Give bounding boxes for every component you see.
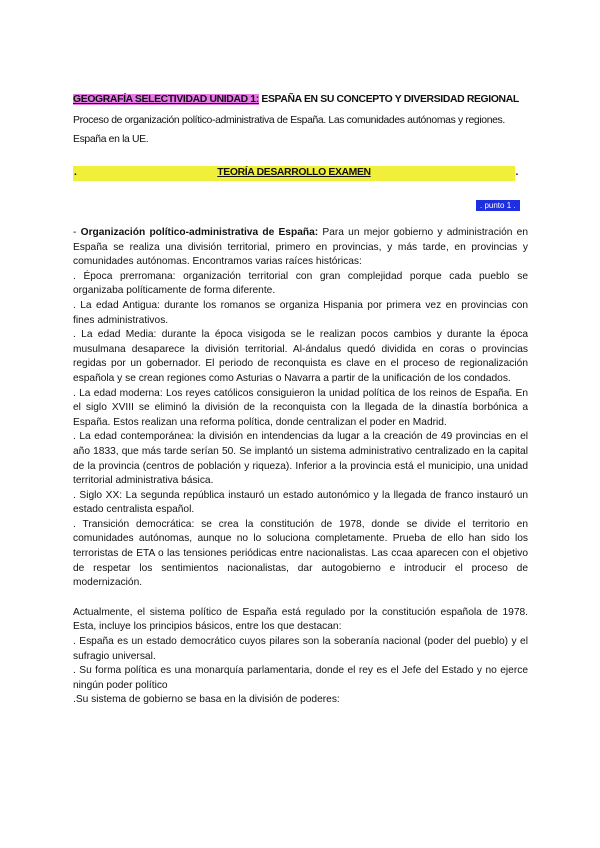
intro-text: Para un mejor gobierno y administración en España se realiza una división territorial, primero en provincias, y más tarde, en provincias y comunidades autónomas. Encontramos varias raíces históricas: bbox=[73, 227, 528, 268]
section-bar-label: TEORÍA DESARROLLO EXAMEN bbox=[217, 167, 371, 178]
paragraph-moderna: . La edad moderna: Los reyes católicos consiguieron la unidad política de los reinos de España. En el siglo XVIII se eliminó la división de la reconquista con la llegada de la dinastía borbónica a España. Estos realizan una reforma política, donde centralizan el poder en Madrid. bbox=[73, 387, 528, 428]
paragraph-siglo-xx: . Siglo XX: La segunda república instauró un estado autonómico y la llegada de franco instauró un estado centralista español. bbox=[73, 489, 528, 516]
paragraph-prerromana: . Época prerromana: organización territorial con gran complejidad porque cada pueblo se organizaba políticamente de forma diferente. bbox=[73, 270, 528, 297]
paragraph-poderes: .Su sistema de gobierno se basa en la división de poderes: bbox=[73, 694, 340, 706]
intro-prefix: - bbox=[73, 227, 81, 238]
body-text bbox=[73, 226, 528, 708]
section-bar bbox=[73, 166, 518, 181]
paragraph-contemporanea: . La edad contemporánea: la división en intendencias da lugar a la creación de 49 provincias en el año 1833, que más tarde serían 50. Se implantó un sistema administrativo centralizado en la capital de la provincia (centros de población y riqueza). Inferior a la provincia está el municipio, una unidad territorial administrativa básica. bbox=[73, 431, 528, 487]
unit-title bbox=[73, 94, 533, 105]
title-highlight: GEOGRAFÍA SELECTIVIDAD UNIDAD 1: bbox=[73, 94, 259, 105]
paragraph-media: . La edad Media: durante la época visigoda se le realizan pocos cambios y durante la época musulmana desaparece la división territorial. Al-ándalus quedó dividida en coras o provincias regidas por un gobernador. El periodo de reconquista es clave en el proceso de regionalización española y se crean regiones como Asturias o Navarra a partir de la unificación de los condados. bbox=[73, 329, 528, 384]
paragraph-antigua: . La edad Antigua: durante los romanos se organiza Hispania por primera vez en provincias con fines administrativos. bbox=[73, 299, 528, 326]
section-heading: Organización político-administrativa de España: bbox=[80, 227, 319, 238]
intro-paragraph bbox=[73, 226, 528, 270]
unit-subtitle: Proceso de organización político-administrativa de España. Las comunidades autónomas y regiones. España en la UE. bbox=[73, 115, 505, 145]
paragraph-gap bbox=[73, 591, 528, 606]
section-bar-dot-right: . bbox=[515, 167, 518, 178]
paragraph-actualmente: Actualmente, el sistema político de España está regulado por la constitución española de 1978. Esta, incluye los principios básicos, entre los que destacan: bbox=[73, 606, 528, 633]
paragraph-transicion: . Transición democrática: se crea la constitución de 1978, donde se divide el territorio en comunidades autónomas, aunque no lo soluciona completamente. Prueba de ello han sido los terroristas de ETA o las tensiones periódicas entre nacionalistas. Las ccaa aparecen con el objetivo de respetar los sentimientos nacionalistas, dar autogobierno e introducir el proceso de modernización. bbox=[73, 518, 528, 589]
title-rest: ESPAÑA EN SU CONCEPTO Y DIVERSIDAD REGIONAL bbox=[258, 94, 519, 105]
section-bar-dot-left: . bbox=[74, 167, 77, 178]
paragraph-monarquia: . Su forma política es una monarquía parlamentaria, donde el rey es el Jefe del Estado y no ejerce ningún poder político bbox=[73, 665, 528, 691]
paragraph-democratico: . España es un estado democrático cuyos pilares son la soberanía nacional (poder del pueblo) y el sufragio universal. bbox=[73, 636, 528, 662]
punto-badge: . punto 1 . bbox=[476, 200, 520, 211]
